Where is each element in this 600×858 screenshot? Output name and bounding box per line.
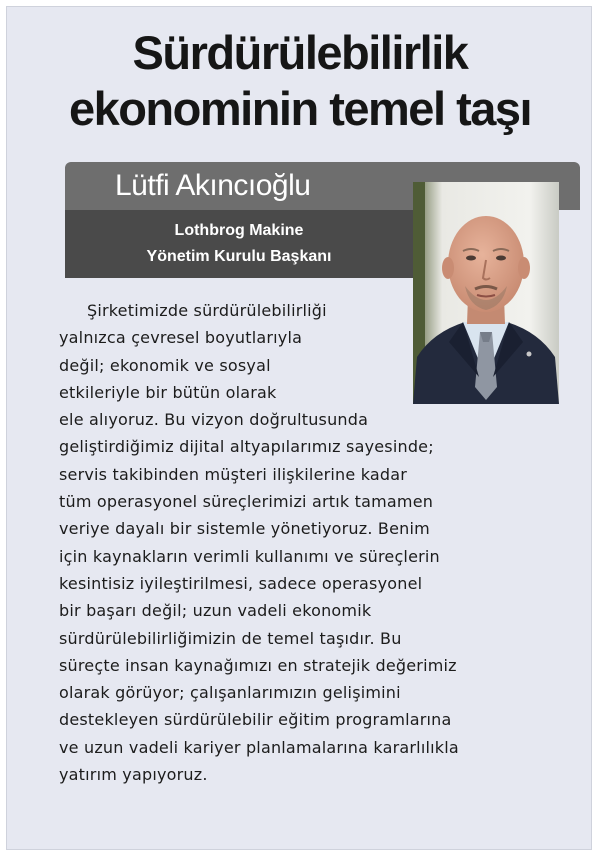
body-line: destekleyen sürdürülebilir eğitim programlarına — [59, 710, 452, 730]
body-line: veriye dayalı bir sistemle yönetiyoruz. Benim — [59, 519, 430, 539]
newspaper-clipping — [6, 6, 592, 850]
body-line: servis takibinden müşteri ilişkilerine kadar — [59, 464, 408, 484]
body-line: ele alıyoruz. Bu vizyon doğrultusunda — [59, 410, 369, 430]
body-line: geliştirdiğimiz dijital altyapılarımız sayesinde; — [59, 437, 434, 457]
body-line: tüm operasyonel süreçlerimizi artık tamamen — [59, 492, 434, 512]
body-line: süreçte insan kaynağımızı en stratejik değerimiz — [59, 655, 457, 675]
author-company: Lothbrog Makine — [174, 222, 304, 239]
body-line: değil; ekonomik ve sosyal — [59, 355, 271, 375]
body-line: sürdürülebilirliğimizin de temel taşıdır. Bu — [59, 628, 402, 648]
author-name: Lütfi Akıncıoğlu — [115, 169, 311, 202]
body-line: bir başarı değil; uzun vadeli ekonomik — [59, 601, 372, 621]
headline-line-1: Sürdürülebilirlik — [132, 26, 468, 79]
article-body — [59, 297, 564, 788]
body-line: için kaynakların verimli kullanımı ve süreçlerin — [59, 546, 440, 566]
body-line: kesintisiz iyileştirilmesi, sadece operasyonel — [59, 573, 423, 593]
author-role-box — [65, 210, 413, 278]
body-line: ve uzun vadeli kariyer planlamalarına kararlılıkla — [59, 737, 459, 757]
body-line: yalnızca çevresel boyutlarıyla — [59, 328, 303, 348]
body-line: Şirketimizde sürdürülebilirliği — [87, 301, 327, 320]
body-line: etkileriyle bir bütün olarak — [59, 382, 277, 402]
body-line: yatırım yapıyoruz. — [59, 765, 208, 785]
author-title: Yönetim Kurulu Başkanı — [146, 248, 332, 265]
body-line: olarak görüyor; çalışanlarımızın gelişimini — [59, 683, 401, 703]
headline-line-2: ekonominin temel taşı — [68, 82, 532, 135]
headline — [7, 25, 592, 137]
